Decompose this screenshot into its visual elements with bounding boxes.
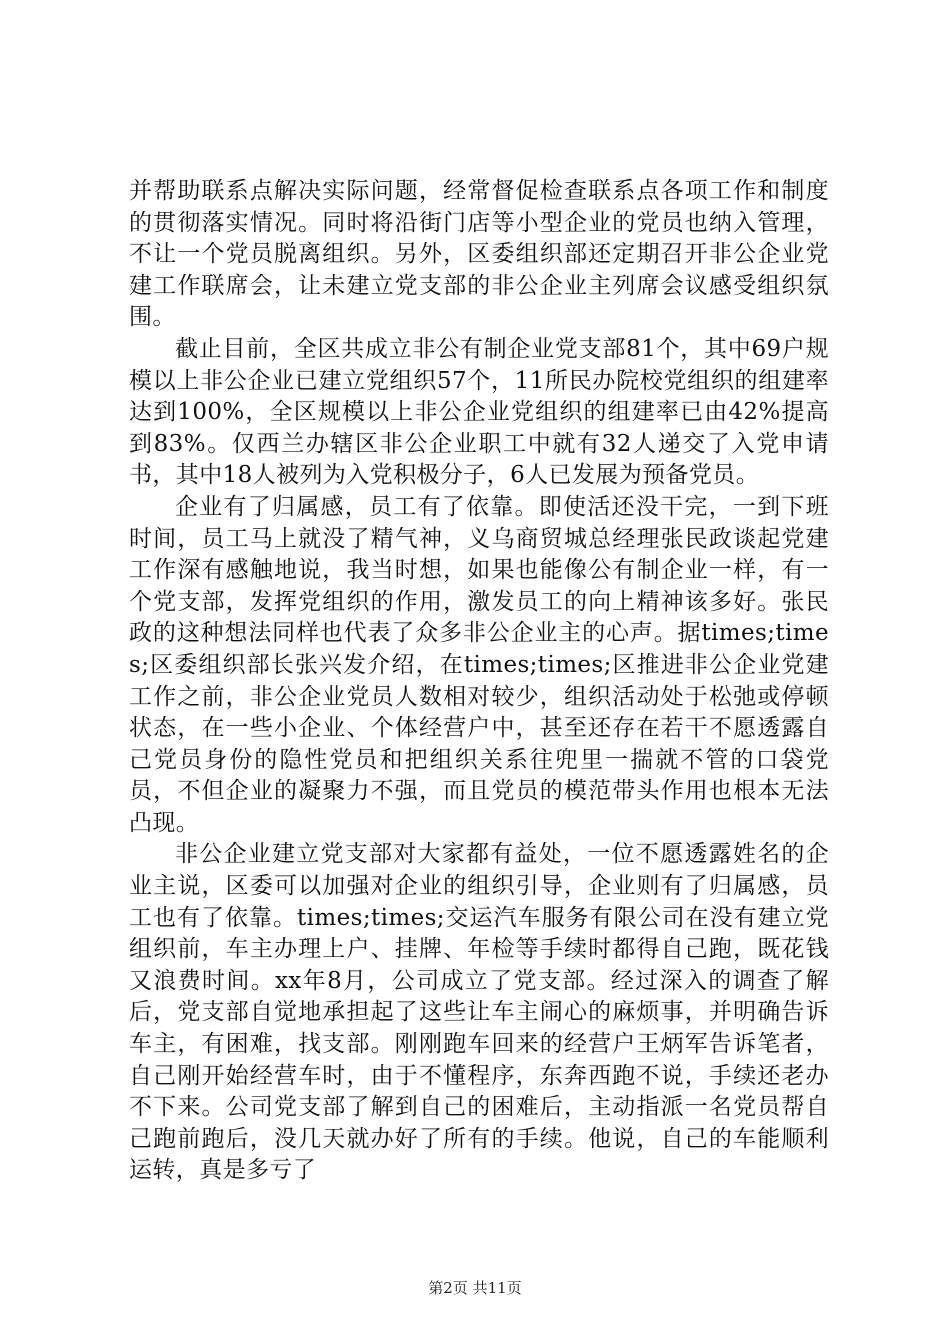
page-number-footer: 第2页 共11页 [428, 1279, 522, 1297]
paragraph-2: 截止目前，全区共成立非公有制企业党支部81个，其中69户规模以上非公企业已建立党组织57个，11所民办院校党组织的组建率达到100%，全区规模以上非公企业党组织的组建率已由42%提高到83%。仅西兰办辖区非公企业职工中就有32人递交了入党申请书，其中18人被列为入党积极分子，6人已发展为预备党员。 [129, 335, 829, 489]
document-body [129, 176, 829, 1187]
paragraph-1: 并帮助联系点解决实际问题，经常督促检查联系点各项工作和制度的贯彻落实情况。同时将沿街门店等小型企业的党员也纳入管理，不让一个党员脱离组织。另外，区委组织部还定期召开非公企业党建工作联席会，让未建立党支部的非公企业主列席会议感受组织氛围。 [129, 178, 829, 331]
paragraph-3: 企业有了归属感，员工有了依靠。即使活还没干完，一到下班时间，员工马上就没了精气神，义乌商贸城总经理张民政谈起党建工作深有感触地说，我当时想，如果也能像公有制企业一样，有一个党支部，发挥党组织的作用，激发员工的向上精神该多好。张民政的这种想法同样也代表了众多非公企业主的心声。据times;times;区委组织部长张兴发介绍，在times;times;区推进非公企业党建工作之前，非公企业党员人数相对较少，组织活动处于松弛或停顿状态，在一些小企业、个体经营户中，甚至还存在若干不愿透露自己党员身份的隐性党员和把组织关系往兜里一揣就不管的口袋党员，不但企业的凝聚力不强，而且党员的模范带头作用也根本无法凸现。 [129, 493, 829, 836]
paragraph-4: 非公企业建立党支部对大家都有益处，一位不愿透露姓名的企业主说，区委可以加强对企业的组织引导，企业则有了归属感，员工也有了依靠。times;times;交运汽车服务有限公司在没有建立党组织前，车主办理上户、挂牌、年检等手续时都得自己跑，既花钱又浪费时间。xx年8月，公司成立了党支部。经过深入的调查了解后，党支部自觉地承担起了这些让车主闹心的麻烦事，并明确告诉车主，有困难，找支部。刚刚跑车回来的经营户王炳军告诉笔者，自己刚开始经营车时，由于不懂程序，东奔西跑不说，手续还老办不下来。公司党支部了解到自己的困难后，主动指派一名党员帮自己跑前跑后，没几天就办好了所有的手续。他说，自己的车能顺利运转，真是多亏了 [129, 841, 829, 1184]
